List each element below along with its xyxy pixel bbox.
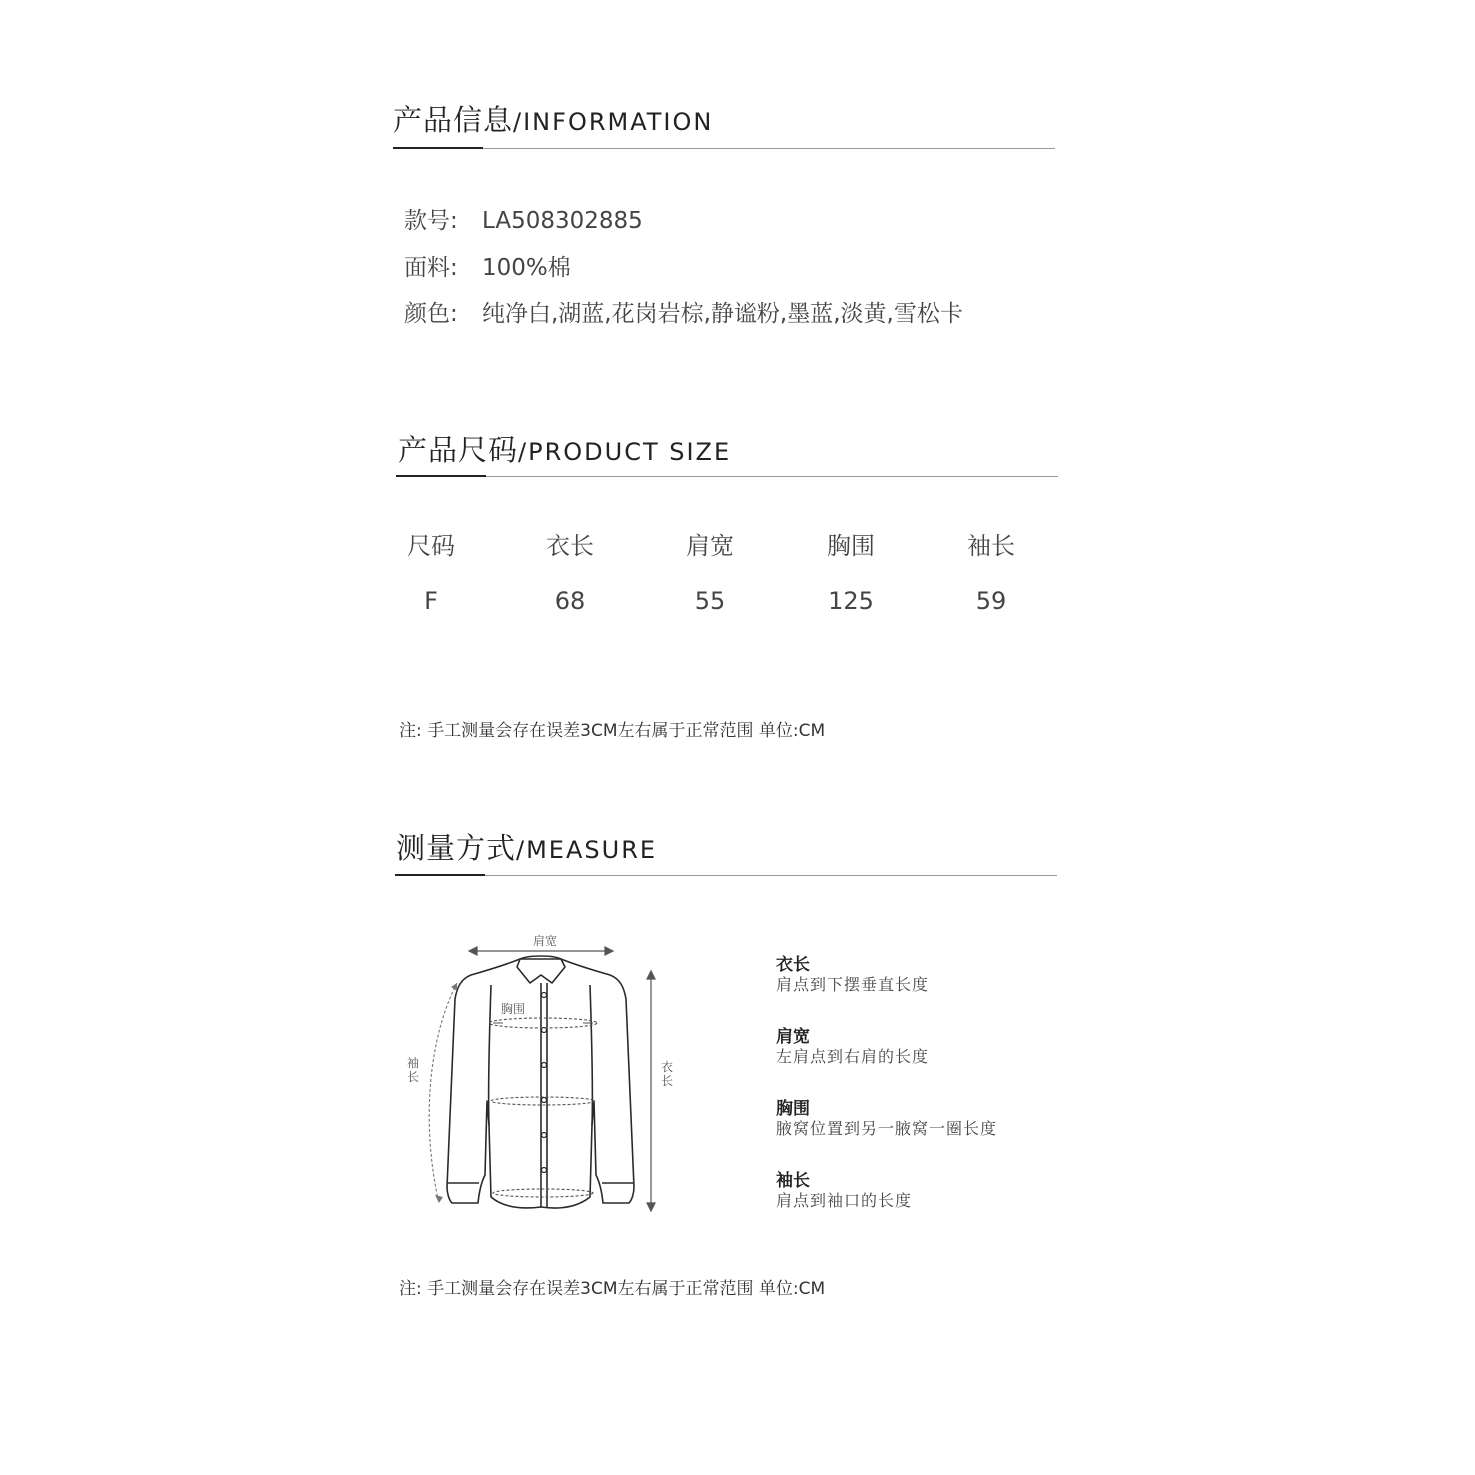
info-section-title [393,98,713,139]
size-value-cell: 68 [554,587,586,615]
size-note: 注: 手工测量会存在误差3CM左右属于正常范围 单位:CM [399,721,826,741]
legend-desc: 左肩点到右肩的长度 [776,1047,930,1066]
shirt-measure-diagram [395,925,695,1225]
length-label-2: 长 [660,1074,674,1088]
info-value: 纯净白,湖蓝,花岗岩棕,静谧粉,墨蓝,淡黄,雪松卡 [482,301,963,327]
length-label-1: 衣 [660,1060,674,1074]
size-value-cell: F [424,587,438,615]
legend-title: 肩宽 [776,1027,810,1047]
legend-title: 衣长 [776,955,810,975]
size-header-cell: 肩宽 [686,532,734,560]
legend-title: 袖长 [776,1171,810,1191]
size-divider-accent [396,475,486,477]
measure-title-cn: 测量方式 [396,831,517,865]
measure-divider-accent [395,874,485,876]
size-section-title [398,428,731,469]
shirt-collar [517,956,565,983]
size-value-cell: 125 [828,587,874,615]
info-title-cn: 产品信息 [393,103,514,137]
info-row-style-number [404,202,643,235]
measure-note: 注: 手工测量会存在误差3CM左右属于正常范围 单位:CM [399,1279,826,1299]
info-row-colors [404,295,963,328]
chest-label: 胸围 [500,1002,526,1016]
legend-title: 胸围 [776,1099,810,1119]
info-key: 颜色: [404,301,458,327]
measure-title-en: /MEASURE [516,836,658,864]
info-value: 100%棉 [482,255,571,281]
size-title-en: /PRODUCT SIZE [518,438,732,466]
legend-desc: 肩点到袖口的长度 [776,1191,913,1210]
size-header-cell: 衣长 [546,532,594,560]
measure-section-title [396,826,657,867]
size-value-cell: 55 [694,587,726,615]
size-header-cell: 袖长 [967,532,1015,560]
info-value: LA508302885 [482,208,643,234]
info-divider [393,148,1055,149]
legend-desc: 腋窝位置到另一腋窝一圈长度 [776,1119,998,1138]
sleeve-label-1: 袖 [406,1056,420,1070]
info-key: 面料: [404,255,458,281]
measure-divider [395,875,1057,876]
size-header-cell: 尺码 [407,532,455,560]
shoulder-label: 肩宽 [532,934,558,948]
info-key: 款号: [404,208,458,234]
size-value-cell: 59 [975,587,1007,615]
info-divider-accent [393,147,483,149]
sleeve-label-2: 长 [406,1070,420,1084]
info-row-fabric [404,249,571,282]
size-title-cn: 产品尺码 [398,433,519,467]
size-divider [396,476,1058,477]
info-title-en: /INFORMATION [513,108,714,136]
legend-desc: 肩点到下摆垂直长度 [776,975,930,994]
size-header-cell: 胸围 [827,532,875,560]
